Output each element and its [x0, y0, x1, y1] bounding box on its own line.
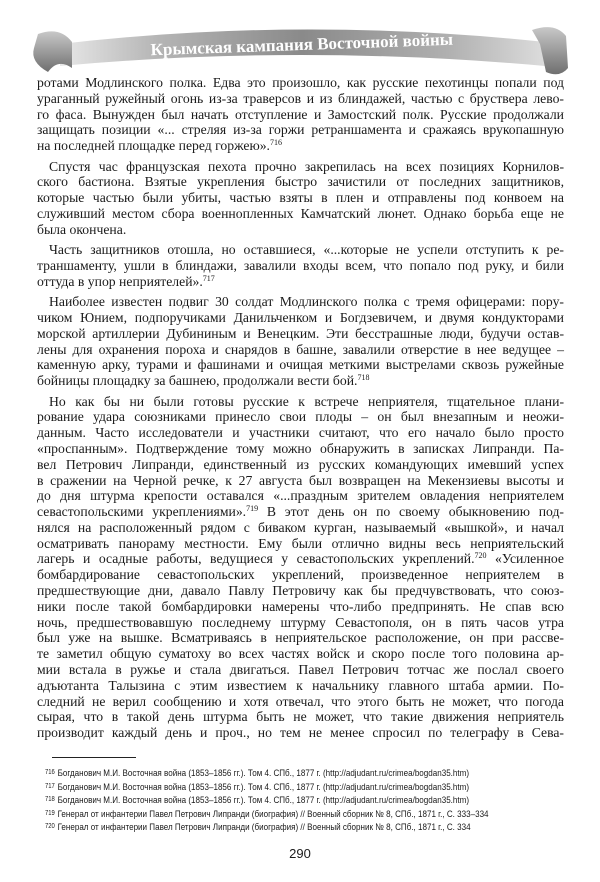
text-segment: бойницы площадку за башнею, продолжали вести бой.: [37, 373, 358, 389]
text-line: [37, 342, 564, 358]
text-segment: адъютанта Талызина с этим известием к начальнику главного штаба армии. По-: [37, 677, 564, 693]
text-segment: служивший местом сбора военнопленных Камчатский люнет. Однако борьба еще не: [37, 205, 564, 221]
text-line: [37, 138, 564, 154]
footnote-text: Генерал от инфантерии Павел Петрович Липранди (биография) // Военный сборник № 8, СПб., 1871 г., С. 333–334: [57, 808, 489, 820]
text-line: [37, 222, 564, 238]
paragraph: [37, 242, 564, 289]
text-line: [37, 425, 564, 441]
text-line: [37, 294, 564, 310]
chapter-banner: [20, 14, 580, 80]
paragraph: [37, 159, 564, 238]
footnote-divider: [52, 757, 136, 758]
text-segment: Спустя час французская пехота прочно закрепилась на всех позициях Корнилов-: [49, 158, 564, 174]
footnote-number: 718: [45, 796, 55, 804]
text-segment: го фаса. Вынужден был начать отступление и Замостский полк. Русские продолжали: [37, 106, 564, 122]
text-segment: Но как бы ни были готовы русские к встрече неприятеля, тщательное плани-: [49, 393, 564, 409]
footnote-number: 720: [45, 823, 55, 831]
text-segment: до дня штурма крепости оставался «...праздным зрителем овладения неприятелем: [37, 488, 564, 504]
footnote-number: 716: [45, 769, 55, 776]
footnote: [45, 793, 515, 807]
footnote-text: Генерал от инфантерии Павел Петрович Липранди (биография) // Военный сборник № 8, СПб., 1871 г., С. 334: [57, 822, 471, 834]
text-line: [37, 473, 564, 489]
text-segment: каменную арку, турами и фашинами и очищая меткими выстрелами сквозь ружейные: [37, 357, 564, 373]
text-segment: чиком Юнием, подпоручиками Данильченком и Богдзевичем, и двумя кондукторами: [37, 309, 564, 325]
text-segment: ники после такой бомбардировки намерены что-либо предпринять. Не спав всю: [37, 598, 564, 614]
footnotes: [45, 766, 600, 834]
footnote: [45, 807, 515, 821]
paragraph: [37, 294, 564, 389]
text-line: [37, 373, 564, 389]
text-line: [37, 520, 564, 536]
paragraph: [37, 394, 564, 742]
text-line: [37, 567, 564, 583]
text-line: [37, 159, 564, 175]
text-segment: «Усиленное: [486, 551, 564, 567]
text-segment: В этот день он по своему обыкновению под-: [258, 504, 564, 520]
text-segment: бомбардирование севастопольских укреплений, произведенное неприятелем в: [37, 567, 564, 583]
text-segment: была окончена.: [37, 221, 127, 237]
text-line: [37, 107, 564, 123]
text-segment: сырая, что в такой день штурма быть не может, что такие движения неприятель: [37, 709, 564, 725]
footnote: [45, 766, 515, 780]
text-line: [37, 709, 564, 725]
footnote-text: Богданович М.И. Восточная война (1853–1856 гг.). Том 4. СПб., 1877 г. (http://adjudant.ru/crimea/bogdan35.htm): [57, 768, 470, 779]
text-line: [37, 646, 564, 662]
footnote-text: Богданович М.И. Восточная война (1853–1856 гг.). Том 4. СПб., 1877 г. (http://adjudant.ru/crimea/bogdan35.htm): [57, 781, 470, 793]
text-line: [37, 258, 564, 274]
text-line: [37, 357, 564, 373]
text-line: [37, 725, 564, 741]
text-line: [37, 394, 564, 410]
text-line: [37, 122, 564, 138]
text-line: [37, 583, 564, 599]
text-segment: мии встала в ружье и стала двигаться. Павел Петрович тотчас же послал своего: [37, 662, 564, 678]
text-line: [37, 504, 564, 520]
text-segment: в сражении на Черной речке, к 27 августа был возвращен на Мекензиевы высоты и: [37, 472, 564, 488]
footnote: [45, 780, 515, 794]
text-line: [37, 274, 564, 290]
text-line: [37, 615, 564, 631]
text-line: [37, 326, 564, 342]
footnote-number: 719: [45, 809, 55, 817]
text-line: [37, 551, 564, 567]
text-segment: «проспанным». Подтверждение тому можно обнаружить в записках Липранди. Па-: [37, 440, 564, 456]
text-segment: оттуда в упор неприятелей».: [37, 273, 203, 289]
text-line: [37, 75, 564, 91]
paragraph: [37, 75, 564, 154]
text-segment: защищать позиции «... стреляя из-за горжи ретраншамента и сражаясь врукопашную: [37, 122, 564, 138]
text-segment: те заметил общую суматоху во всех частях войск и скоро после того половина ар-: [37, 646, 564, 662]
text-segment: вел Петрович Липранди, единственный из русских командующих имевший успех: [37, 456, 564, 472]
text-segment: севастопольскими укреплениями».: [37, 504, 247, 520]
banner-title: Крымская кампания Восточной войны: [150, 29, 454, 60]
text-line: [37, 488, 564, 504]
text-line: [37, 242, 564, 258]
text-segment: следний не верил сообщению и хотя отвечал, что этого быть не может, что погода: [37, 693, 564, 709]
text-line: [37, 91, 564, 107]
text-line: [37, 441, 564, 457]
footnote-text: Богданович М.И. Восточная война (1853–1856 гг.). Том 4. СПб., 1877 г. (http://adjudant.ru/crimea/bogdan35.htm): [57, 795, 470, 807]
text-line: [37, 457, 564, 473]
text-segment: на последней площадке перед горжею».: [37, 138, 270, 154]
text-segment: ураганный ружейный огонь из-за траверсов и из блиндажей, частью с бруствера лево-: [37, 90, 564, 106]
footnote-number: 717: [45, 782, 55, 790]
banner-left-curl: [33, 31, 72, 72]
text-line: [37, 174, 564, 190]
text-segment: рование удара союзниками принесло свои плоды – он был внезапным и неожи-: [37, 409, 564, 425]
text-line: [37, 678, 564, 694]
text-line: [37, 190, 564, 206]
text-segment: траншаменту, ушли в блиндажи, завалили входы всем, что попало под руку, и били: [37, 257, 564, 273]
text-line: [37, 599, 564, 615]
footnote-reference: 716: [269, 138, 282, 148]
text-line: [37, 536, 564, 552]
text-segment: морской артиллерии Дубининым и Венецким. Эти бесстрашные люди, будучи остав-: [37, 325, 564, 341]
text-segment: Наиболее известен подвиг 30 солдат Модлинского полка с тремя офицерами: пору-: [49, 294, 564, 310]
text-segment: производит каждый день и проч., но тем не менее спросил по телеграфу в Сева-: [37, 725, 564, 741]
text-line: [37, 694, 564, 710]
text-line: [37, 206, 564, 222]
text-segment: ночь, предшествовавшую последнему штурму Севастополя, он в пять часов утра: [37, 614, 564, 630]
footnote-reference: 720: [474, 551, 487, 561]
text-segment: которые частью были убиты, частью взяты в плен и отправлены под конвоем на: [37, 190, 564, 206]
text-segment: был уже на вышке. Всматриваясь в неприятельское расположение, он при рассве-: [37, 630, 564, 646]
footnote: [45, 820, 515, 834]
page-number: 290: [289, 846, 311, 861]
text-line: [37, 662, 564, 678]
text-segment: нялся на расположенный рядом с биваком курган, называемый «вышкой», и начал: [37, 519, 564, 535]
footnote-reference: 719: [246, 504, 259, 514]
text-segment: ского бастиона. Взятые укрепления быстро зачистили от последних защитников,: [37, 174, 564, 190]
text-segment: лагерь и осадные работы, ведущиеся у севастопольских укреплений.: [37, 551, 475, 567]
text-segment: осматривать панораму местности. Ему были отлично видны весь неприятельский: [37, 535, 564, 551]
text-segment: ротами Модлинского полка. Едва это произошло, как русские пехотинцы попали под: [37, 75, 564, 90]
text-segment: предшествующие дни, давало Павлу Петровичу как бы предчувствовать, что союз-: [37, 583, 564, 599]
text-segment: данным. Часто исследователи и участники считают, что его начало было просто: [37, 425, 564, 441]
text-line: [37, 630, 564, 646]
text-line: [37, 409, 564, 425]
text-segment: Часть защитников отошла, но оставшиеся, «...которые не успели отступить к ре-: [49, 242, 564, 258]
footnote-reference: 717: [202, 273, 215, 283]
main-text: [37, 75, 564, 741]
footnote-reference: 718: [357, 373, 370, 383]
text-segment: лены для охранения пороха и снарядов в башне, завалили отверстие в нее ведущее –: [37, 341, 564, 357]
text-line: [37, 310, 564, 326]
